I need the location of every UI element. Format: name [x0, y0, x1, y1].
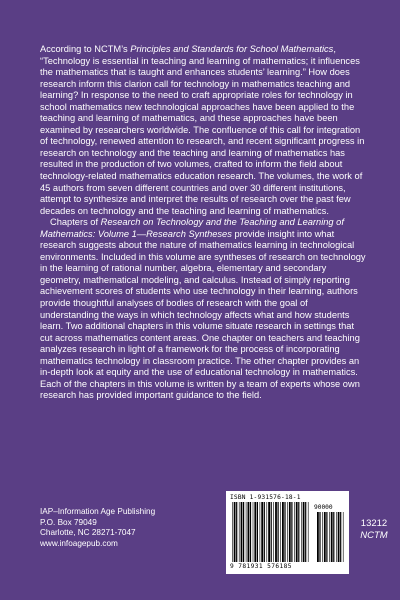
nctm-standards-title: Principles and Standards for School Mathematics — [130, 44, 334, 54]
description-paragraph-1 — [40, 44, 366, 217]
paragraph-1-body: , “Technology is essential in teaching and learning of mathematics; it influences the mathematics that is taught and enhances students’ learning.” How does research inform this clarion call for technology in mathematics teaching and learning? In response to the need to craft appropriate roles for technology in school mathematics new technological approaches have been applied to the teaching and learning of mathematics, and these approaches have been examined by researchers worldwide. The confluence of this call for integration of technology, renewed attention to research, and recent significant progress in research on technology and the teaching and learning of mathematics has resulted in the production of two volumes, crafted to inform the field about technology-related mathematics education research. The volumes, the work of 45 authors from seven different countries and over 30 different institutions, attempt to synthesize and interpret the results of research over the past few decades on technology and the teaching and learning of mathematics. — [40, 44, 365, 216]
price-barcode-image — [316, 512, 346, 562]
publisher-website: www.infoagepub.com — [40, 538, 118, 548]
catalog-code: NCTM — [360, 530, 388, 541]
publisher-po-box: P.O. Box 79049 — [40, 517, 97, 527]
paragraph-2-intro: Chapters of — [50, 217, 101, 228]
description-text — [40, 44, 366, 402]
paragraph-1-intro: According to NCTM’s — [40, 44, 131, 54]
isbn-barcode-image — [231, 502, 311, 562]
price-code-label: 90000 — [314, 504, 333, 511]
book-title: Research on Technology and the Teaching and Learning of Mathematics: Volume 1—Research Syntheses — [40, 217, 344, 239]
catalog-info — [354, 518, 394, 542]
publisher-name: IAP–Information Age Publishing — [40, 507, 156, 516]
barcode-digits: 9 781931 576185 — [230, 563, 292, 570]
publisher-city: Charlotte, NC 28271-7047 — [40, 528, 136, 537]
paragraph-2-body: provide insight into what research suggests about the nature of mathematics learning in technological environments. Included in this volume are syntheses of research on technology in the learning of rational number, algebra, elementary and secondary geometry, mathematical modeling, and calculus. Instead of simply reporting achievement scores of students who use technology in their learning, authors provide thoughtful analyses of bodies of research with the goal of understanding the ways in which technology affects what and how students learn. Two additional chapters in this volume situate research in settings that cut across mathematics content areas. One chapter on teachers and teaching analyzes research in light of a framework for the process of incorporating mathematics technology in classroom practice. The other chapter provides an in-depth look at equity and the use of educational technology in mathematics. Each of the chapters in this volume is written by a team of experts whose own research has provided important guidance to the field. — [40, 228, 366, 401]
isbn-barcode-panel — [226, 491, 349, 574]
isbn-label: ISBN 1-931576-18-1 — [230, 494, 301, 501]
catalog-number: 13212 — [360, 518, 388, 529]
publisher-address — [40, 507, 190, 549]
description-paragraph-2 — [40, 217, 366, 402]
